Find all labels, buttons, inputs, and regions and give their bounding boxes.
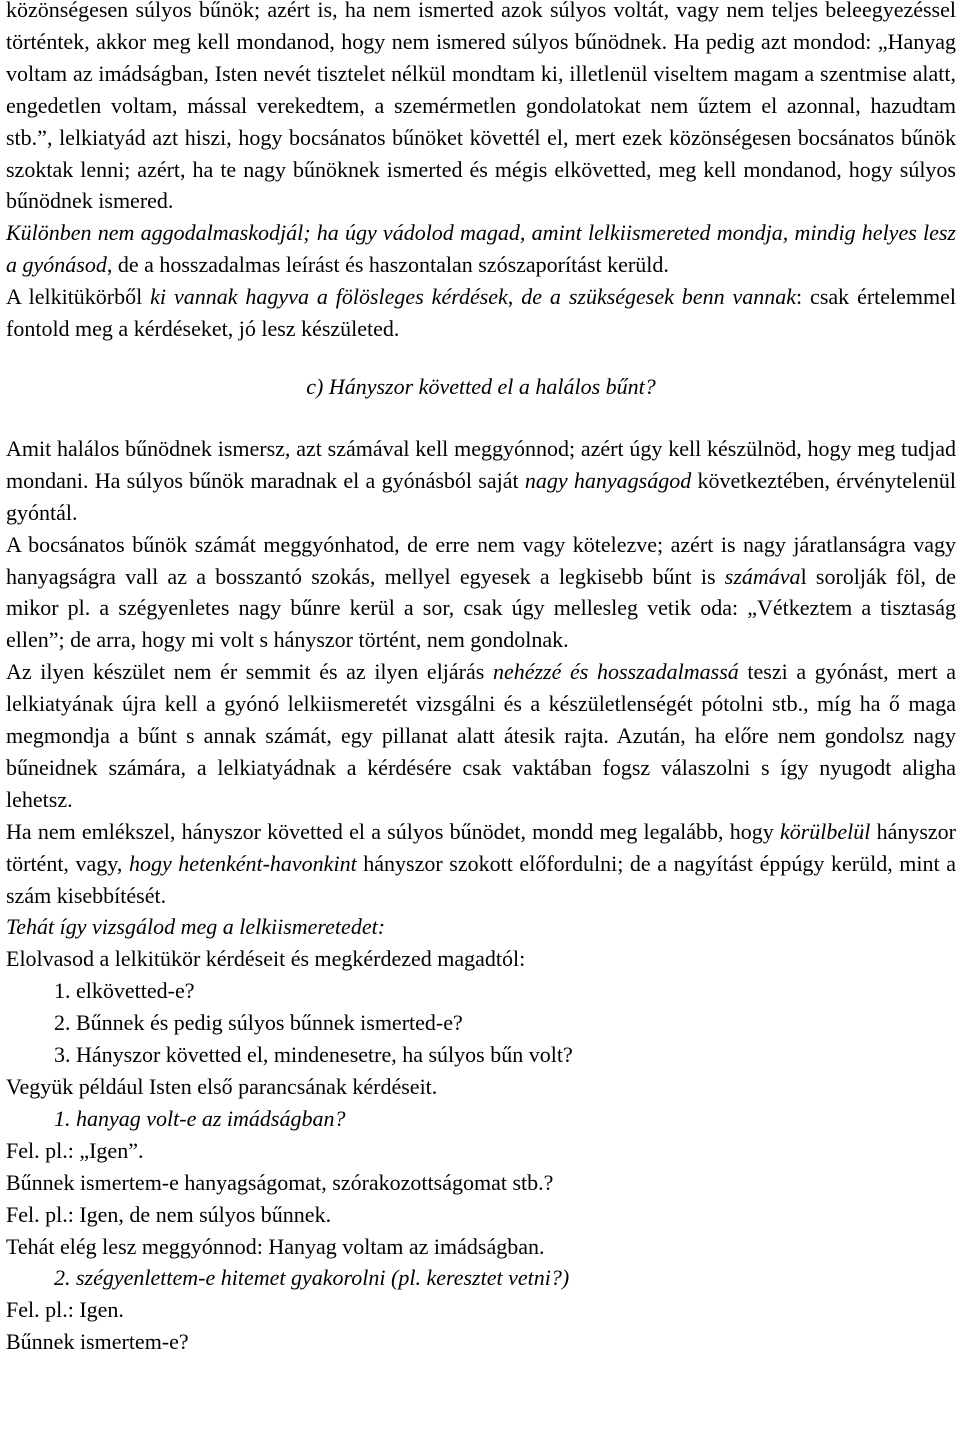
example-question: 2. szégyenlettem-e hitemet gyakorolni (pl. keresztet vetni?) <box>54 1265 570 1291</box>
italic-text: hogy hetenként-havonkint <box>128 850 357 876</box>
example-answer: Fel. pl.: Igen, de nem súlyos bűnnek. <box>6 1201 332 1227</box>
italic-text: körülbelül <box>779 818 871 844</box>
italic-text: ki vannak hagyva a fölösleges kérdések, de a szükségesek benn vannak <box>150 284 797 310</box>
paragraph-final-question: Bűnnek ismertem-e? <box>6 1329 189 1355</box>
paragraph-intro: közönségesen súlyos bűnök; azért is, ha nem ismerted azok súlyos voltát, vagy nem teljes beleegyezéssel történtek, akkor meg kell mondanod, hogy nem ismered súlyos bűnödnek. Ha pedig azt mondod: „Hanyag voltam az imádságban, Isten nevét tisztelet nélkül mondtam ki, illetlenül viseltem magam a szentmise alatt, engedetlen voltam, mással verekedtem, a szemérmetlen gondolatokat nem űztem el azonnal, hazudtam stb.”, lelkiatyád azt hiszi, hogy bocsánatos bűnöket követtél el, mert ezek közönségesen bocsánatos bűnök szoktak lenni; azért, ha te nagy bűnöknek ismerted és mégis elkövetted, meg kell mondanod, hogy súlyos bűnödnek ismered. <box>6 0 956 214</box>
paragraph-read-questions: Elolvasod a lelkitükör kérdéseit és megkérdezed magadtól: <box>6 946 526 972</box>
list-item: 1. elkövetted-e? <box>54 978 195 1004</box>
paragraph-confession-summary: Tehát elég lesz meggyónnod: Hanyag voltam az imádságban. <box>6 1233 545 1259</box>
list-item: 2. Bűnnek és pedig súlyos bűnnek ismerted-e? <box>54 1010 463 1036</box>
document-page <box>6 0 956 1358</box>
italic-text: számáva <box>724 563 801 589</box>
section-heading: c) Hányszor követted el a halálos bűnt? <box>306 373 656 399</box>
italic-text: Különben nem aggodalmaskodjál; ha úgy vádolod magad, amint lelkiismereted mondja, mindig helyes lesz a gyónásod <box>6 220 956 278</box>
paragraph-mirror-of-conscience: A lelkitükörből ki vannak hagyva a fölösleges kérdések, de a szükségesek benn vannak: csak értelemmel fontold meg a kérdéseket, jó lesz készületed. <box>6 284 957 342</box>
paragraph-approximate-count: Ha nem emlékszel, hányszor követted el a súlyos bűnödet, mondd meg legalább, hogy körülbelül hányszor történt, vagy, hogy hetenként-havonkint hányszor szokott előfordulni; de a nagyítást éppúgy kerüld, mint a szám kisebbítését. <box>6 818 957 908</box>
list-item: 3. Hányszor követted el, mindenesetre, ha súlyos bűn volt? <box>54 1042 573 1068</box>
paragraph-dont-worry: Különben nem aggodalmaskodjál; ha úgy vádolod magad, amint lelkiismereted mondja, mindig helyes lesz a gyónásod, de a hosszadalmas leírást és haszontalan szószaporítást kerüld. <box>6 220 956 278</box>
italic-text: nagy hanyagságod <box>524 467 692 493</box>
example-answer: Fel. pl.: „Igen”. <box>6 1137 144 1163</box>
italic-text: nehézzé és hosszadalmassá <box>492 659 739 685</box>
paragraph-example: Vegyük például Isten első parancsának kérdéseit. <box>6 1074 438 1099</box>
example-answer: Fel. pl.: Igen. <box>6 1297 124 1323</box>
paragraph-venial-sins: A bocsánatos bűnök számát meggyónhatod, de erre nem vagy kötelezve; azért is nagy járatlanságra vagy hanyagságra vall az a bosszantó szokás, mellyel egyesek a legkisebb bűnt is számával sorolják föl, de mikor pl. a szégyenletes nagy bűnre kerül a sor, csak úgy mellesleg vetik oda: „Vétkeztem a tisztaság ellen”; de arra, hogy mi volt s hányszor történt, nem gondolnak. <box>6 531 956 653</box>
paragraph-preparation: Az ilyen készület nem ér semmit és az ilyen eljárás nehézzé és hosszadalmassá teszi a gyónást, mert a lelkiatyának újra kell a gyónó lelkiismeretét vizsgálni és a készületlenségét pótolni stb., míg ha ő maga megmondja a bűnt s annak számát, egy pillanat alatt átesik rajta. Azután, ha előre nem gondolsz nagy bűneidnek számára, a lelkiatyádnak a kérdésére csak vaktában fogsz válaszolni s így nyugodt aligha lehetsz. <box>6 659 957 812</box>
example-question: 1. hanyag volt-e az imádságban? <box>54 1105 346 1131</box>
paragraph-examine-intro: Tehát így vizsgálod meg a lelkiismeretedet: <box>6 914 386 940</box>
paragraph-sin-recognition: Bűnnek ismertem-e hanyagságomat, szórakozottságomat stb.? <box>6 1169 554 1195</box>
paragraph-mortal-sin-count: Amit halálos bűnödnek ismersz, azt számával kell meggyónnod; azért úgy kell készülnöd, hogy meg tudjad mondani. Ha súlyos bűnök maradnak el a gyónásból saját nagy hanyagságod következtében, érvénytelenül gyóntál. <box>6 435 956 525</box>
